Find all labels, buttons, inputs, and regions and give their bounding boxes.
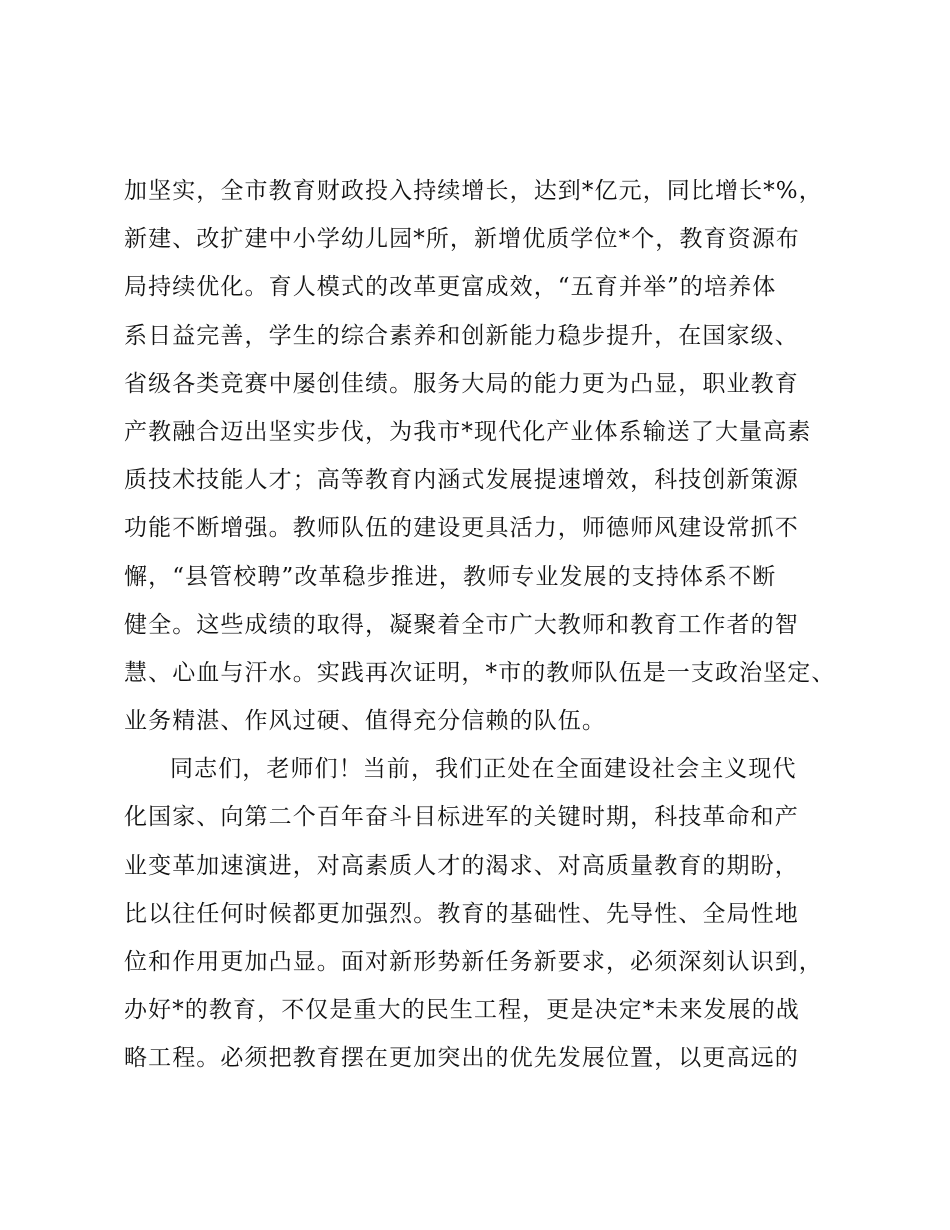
- text-line: 略工程。必须把教育摆在更加突出的优先发展位置，以更高远的: [124, 1045, 799, 1072]
- text-line: 慧、心血与汗水。实践再次证明，*市的教师队伍是一支政治坚定、: [124, 659, 836, 686]
- text-line: 功能不断增强。教师队伍的建设更具活力，师德师风建设常抓不: [124, 515, 799, 542]
- text-line: 产教融合迈出坚实步伐，为我市*现代化产业体系输送了大量高素: [124, 418, 812, 445]
- text-line: 省级各类竞赛中屡创佳绩。服务大局的能力更为凸显，职业教育: [124, 370, 799, 397]
- document-body: [124, 169, 854, 1085]
- text-line: 局持续优化。育人模式的改革更富成效，“五育并举”的培养体: [124, 274, 777, 301]
- text-line: 新建、改扩建中小学幼儿园*所，新增优质学位*个，教育资源布: [124, 226, 800, 253]
- paragraph-2: [124, 747, 854, 1084]
- text-line: 加坚实，全市教育财政投入持续增长，达到*亿元，同比增长*%，: [124, 178, 823, 204]
- text-line: 化国家、向第二个百年奋斗目标进军的关键时期，科技革命和产: [124, 804, 799, 831]
- text-line: 系日益完善，学生的综合素养和创新能力稳步提升，在国家级、: [124, 322, 799, 349]
- text-line: 比以往任何时候都更加强烈。教育的基础性、先导性、全局性地: [124, 900, 799, 927]
- text-line: 业变革加速演进，对高素质人才的渴求、对高质量教育的期盼，: [124, 852, 799, 879]
- text-line: 同志们，老师们！当前，我们正处在全面建设社会主义现代: [170, 756, 797, 783]
- text-line: 业务精湛、作风过硬、值得充分信赖的队伍。: [124, 708, 606, 735]
- paragraph-1: [124, 169, 854, 747]
- text-line: 位和作用更加凸显。面对新形势新任务新要求，必须深刻认识到，: [124, 949, 823, 975]
- text-line: 质技术技能人才；高等教育内涵式发展提速增效，科技创新策源: [124, 467, 799, 494]
- text-line: 健全。这些成绩的取得，凝聚着全市广大教师和教育工作者的智: [124, 611, 799, 638]
- text-line: 懈，“县管校聘”改革稳步推进，教师专业发展的支持体系不断: [124, 563, 777, 590]
- text-line: 办好*的教育，不仅是重大的民生工程，更是决定*未来发展的战: [124, 997, 800, 1024]
